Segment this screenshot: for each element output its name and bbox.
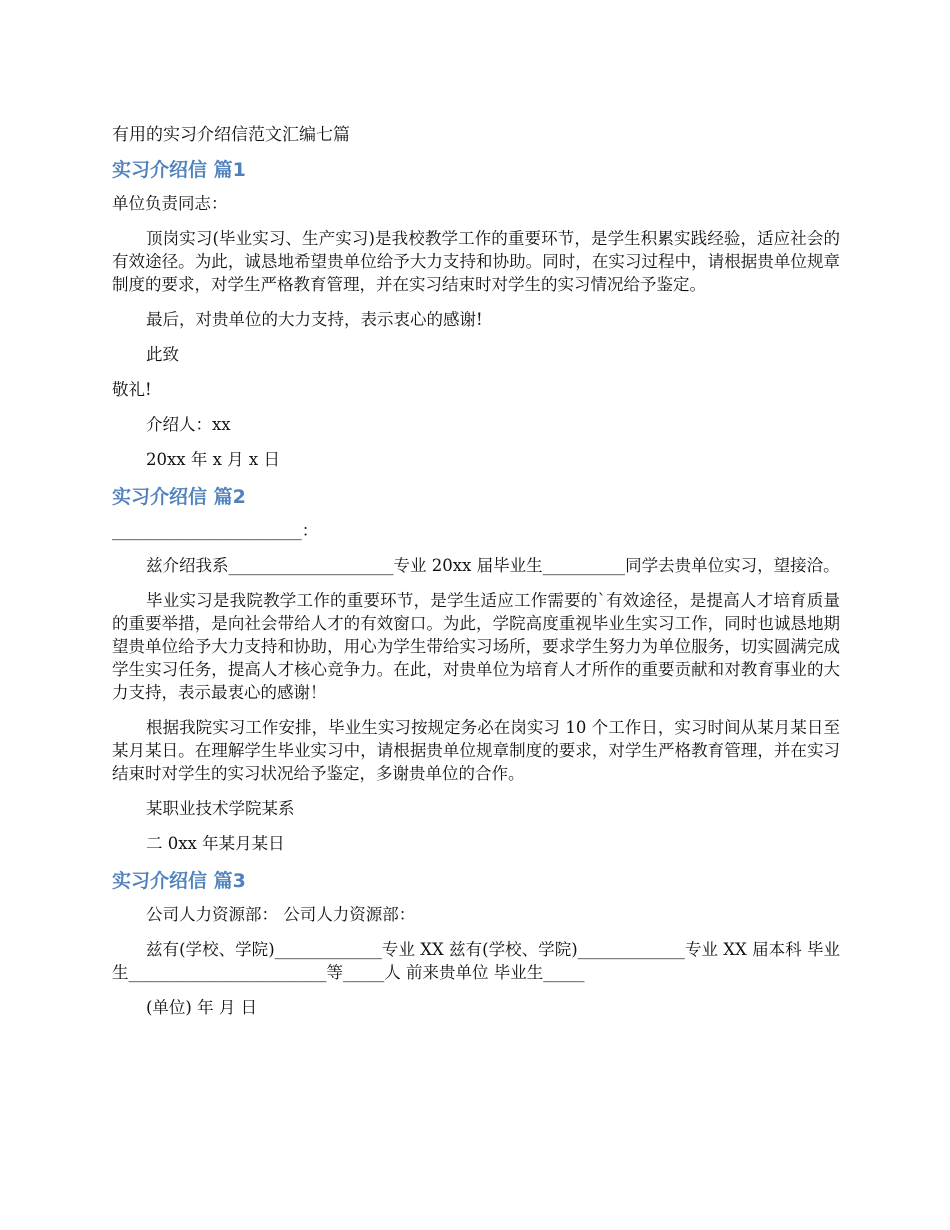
section-heading: 实习介绍信 篇1 [112,159,246,181]
document-title: 有用的实习介绍信范文汇编七篇 [112,125,350,145]
body-paragraph: 兹介绍我系____________________专业 20xx 届毕业生__________同学去贵单位实习，望接洽。 [146,556,840,575]
body-paragraph: 根据我院实习工作安排，毕业生实习按规定务必在岗实习 10 个工作日，实习时间从某月某日至某月某日。在理解学生毕业实习中，请根据贵单位规章制度的要求，对学生严格教育管理，并在实习结束时对学生的实习状况给予鉴定，多谢贵单位的合作。 [112,718,840,783]
closing-line: 此致 [146,345,179,364]
body-paragraph: 最后，对贵单位的大力支持，表示衷心的感谢! [146,310,483,329]
section-heading: 实习介绍信 篇2 [112,486,246,508]
body-paragraph: 兹有(学校、学院)_____________专业 XX 兹有(学校、学院)_____________专业 XX 届本科 毕业生________________________等_____人 前来贵单位 毕业生_____ [112,940,840,982]
salutation: 单位负责同志： [112,194,228,213]
salutation: 公司人力资源部： 公司人力资源部： [146,905,416,924]
salutation: _______________________： [112,521,319,540]
document-page [112,122,840,1031]
date-line: 20xx 年 x 月 x 日 [146,450,280,469]
signature-line: 某职业技术学院某系 [146,799,295,818]
signature-line: 介绍人：xx [146,415,231,434]
section-3 [112,867,840,1019]
section-1 [112,156,840,471]
date-line: (单位) 年 月 日 [146,998,258,1017]
body-paragraph: 顶岗实习(毕业实习、生产实习)是我校教学工作的重要环节，是学生积累实践经验，适应社会的有效途径。为此，诚恳地希望贵单位给予大力支持和协助。同时，在实习过程中，请根据贵单位规章制度的要求，对学生严格教育管理，并在实习结束时对学生的实习情况给予鉴定。 [112,229,840,294]
section-2 [112,483,840,855]
body-paragraph: 毕业实习是我院教学工作的重要环节，是学生适应工作需要的`有效途径，是提高人才培育质量的重要举措，是向社会带给人才的有效窗口。为此，学院高度重视毕业生实习工作，同时也诚恳地期望贵单位给予大力支持和协助，用心为学生带给实习场所，要求学生努力为单位服务，切实圆满完成学生实习任务，提高人才核心竞争力。在此，对贵单位为培育人才所作的重要贡献和对教育事业的大力支持，表示最衷心的感谢！ [112,591,840,702]
date-line: 二 0xx 年某月某日 [146,834,285,853]
section-heading: 实习介绍信 篇3 [112,870,246,892]
closing-line: 敬礼! [112,380,152,399]
